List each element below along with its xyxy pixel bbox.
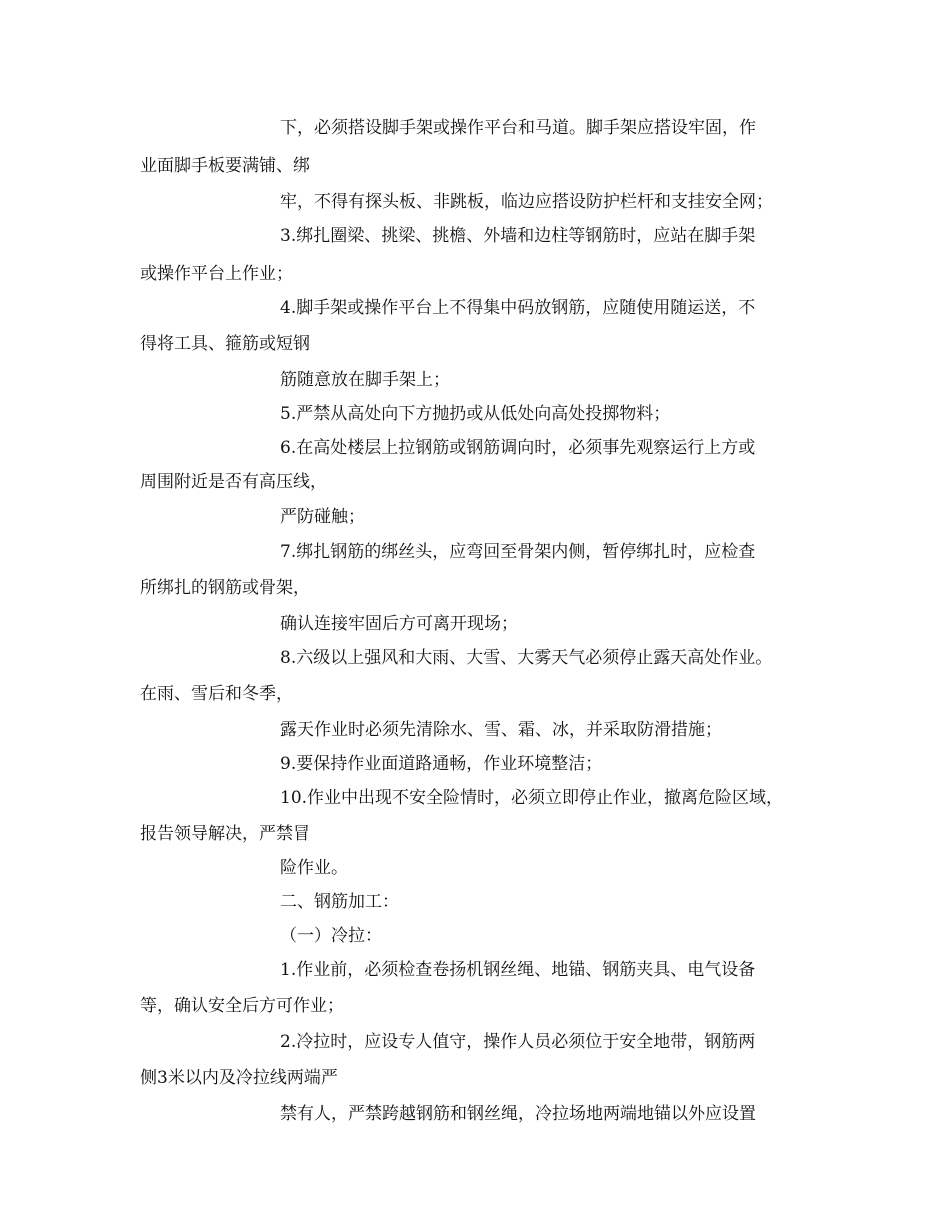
text-line: 险作业。	[280, 858, 348, 878]
text-line: 或操作平台上作业；	[140, 264, 293, 284]
text-line: 严防碰触；	[280, 507, 365, 527]
text-line: 1.作业前，必须检查卷扬机钢丝绳、地锚、钢筋夹具、电气设备	[280, 960, 756, 980]
text-line: 2.冷拉时，应设专人值守，操作人员必须位于安全地带，钢筋两	[280, 1032, 756, 1052]
text-line: 4.脚手架或操作平台上不得集中码放钢筋，应随使用随运送，不	[280, 298, 756, 318]
section-heading: 二、钢筋加工：	[280, 892, 399, 912]
text-line: 得将工具、箍筋或短钢	[140, 334, 310, 354]
text-line: 露天作业时必须先清除水、雪、霜、冰，并采取防滑措施；	[280, 720, 722, 740]
text-line: 7.绑扎钢筋的绑丝头，应弯回至骨架内侧，暂停绑扎时，应检查	[280, 542, 756, 562]
text-line: 9.要保持作业面道路通畅，作业环境整洁；	[280, 754, 603, 774]
text-line: 筋随意放在脚手架上；	[280, 370, 450, 390]
text-line: 报告领导解决，严禁冒	[140, 824, 310, 844]
text-line: 周围附近是否有高压线，	[140, 472, 327, 492]
text-line: 10.作业中出现不安全险情时，必须立即停止作业，撤离危险区域，	[280, 788, 784, 808]
text-line: 8.六级以上强风和大雨、大雪、大雾天气必须停止露天高处作业。	[280, 648, 773, 668]
text-line: 5.严禁从高处向下方抛扔或从低处向高处投掷物料；	[280, 404, 671, 424]
text-line: 所绑扎的钢筋或骨架，	[140, 578, 310, 598]
text-line: 业面脚手板要满铺、绑	[140, 156, 310, 176]
text-line: 下，必须搭设脚手架或操作平台和马道。脚手架应搭设牢固，作	[280, 118, 756, 138]
text-line: 等，确认安全后方可作业；	[140, 996, 344, 1016]
text-line: 牢，不得有探头板、非跳板，临边应搭设防护栏杆和支挂安全网；	[280, 192, 773, 212]
text-line: 侧3米以内及冷拉线两端严	[140, 1068, 338, 1088]
text-line: 禁有人，严禁跨越钢筋和钢丝绳，冷拉场地两端地锚以外应设置	[280, 1104, 756, 1124]
subsection-heading: （一）冷拉：	[280, 926, 382, 946]
text-line: 3.绑扎圈梁、挑梁、挑檐、外墙和边柱等钢筋时，应站在脚手架	[280, 226, 756, 246]
text-line: 6.在高处楼层上拉钢筋或钢筋调向时，必须事先观察运行上方或	[280, 438, 756, 458]
text-line: 在雨、雪后和冬季，	[140, 684, 293, 704]
text-line: 确认连接牢固后方可离开现场；	[280, 614, 518, 634]
